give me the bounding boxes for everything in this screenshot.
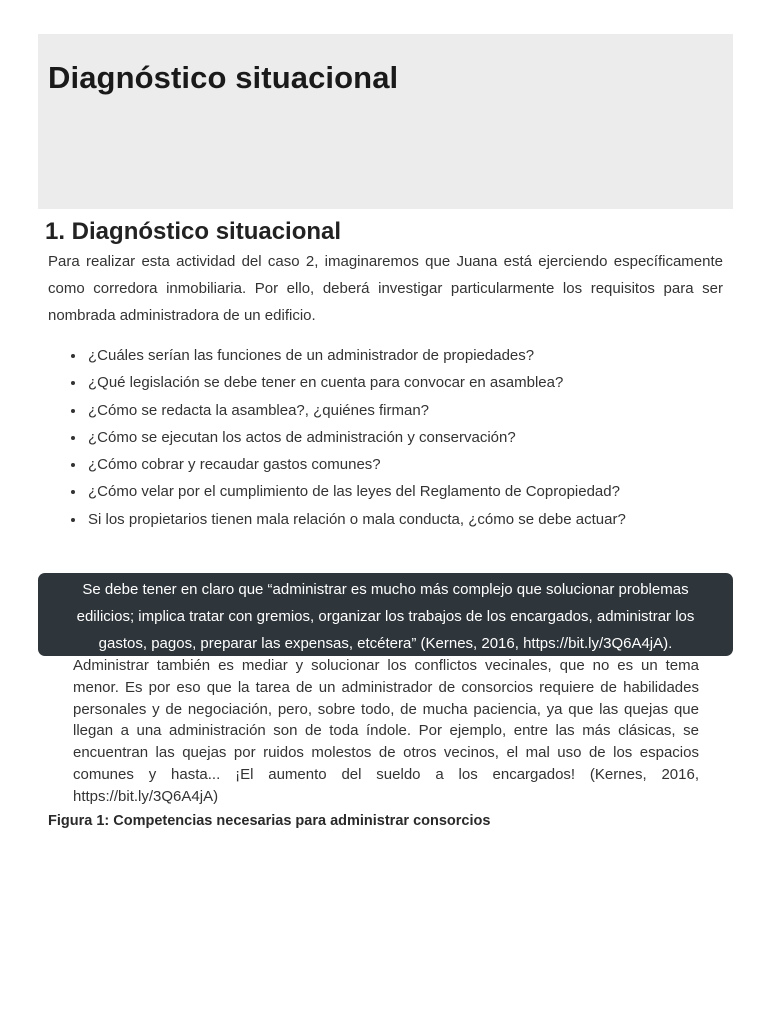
section-heading: 1. Diagnóstico situacional	[45, 218, 342, 245]
list-item: • Si los propietarios tienen mala relación o mala conducta, ¿cómo se debe actuar?	[86, 506, 708, 533]
questions-list	[48, 342, 708, 533]
list-item: • ¿Qué legislación se debe tener en cuenta para convocar en asamblea?	[86, 369, 708, 396]
list-item: • ¿Cuáles serían las funciones de un administrador de propiedades?	[86, 342, 708, 369]
intro-paragraph: Para realizar esta actividad del caso 2, imaginaremos que Juana está ejerciendo específicamente como corredora inmobiliaria. Por ello, deberá investigar particularmente los requisitos para ser nombrada administradora de un edificio.	[48, 253, 723, 324]
list-item: • ¿Cómo velar por el cumplimiento de las leyes del Reglamento de Copropiedad?	[86, 478, 708, 505]
list-item: • ¿Cómo se redacta la asamblea?, ¿quiénes firman?	[86, 397, 708, 424]
list-item: • ¿Cómo cobrar y recaudar gastos comunes?	[86, 451, 708, 478]
figure-caption: Figura 1: Competencias necesarias para administrar consorcios	[48, 813, 491, 829]
page-title: Diagnóstico situacional	[48, 60, 399, 95]
list-item: • ¿Cómo se ejecutan los actos de administración y conservación?	[86, 424, 708, 451]
quote-text: Se debe tener en claro que “administrar es mucho más complejo que solucionar problemas edilicios; implica tratar con gremios, organizar los trabajos de los encargados, administrar los gastos, pagos, preparar las expensas, etcétera” (Kernes, 2016, https://bit.ly/3Q6A4jA).	[76, 581, 695, 652]
body-paragraph: Administrar también es mediar y solucionar los conflictos vecinales, que no es un tema menor. Es por eso que la tarea de un administrador de consorcios requiere de habilidades personales y de negociación, pero, sobre todo, de mucha paciencia, ya que las quejas que llegan a una administración son de toda índole. Por ejemplo, entre las más clásicas, se encuentran las quejas por ruidos molestos de otros vecinos, el mal uso de los espacios comunes y hasta... ¡El aumento del sueldo a los encargados! (Kernes, 2016, https://bit.ly/3Q6A4jA)	[73, 657, 699, 805]
quote-callout	[38, 573, 733, 656]
